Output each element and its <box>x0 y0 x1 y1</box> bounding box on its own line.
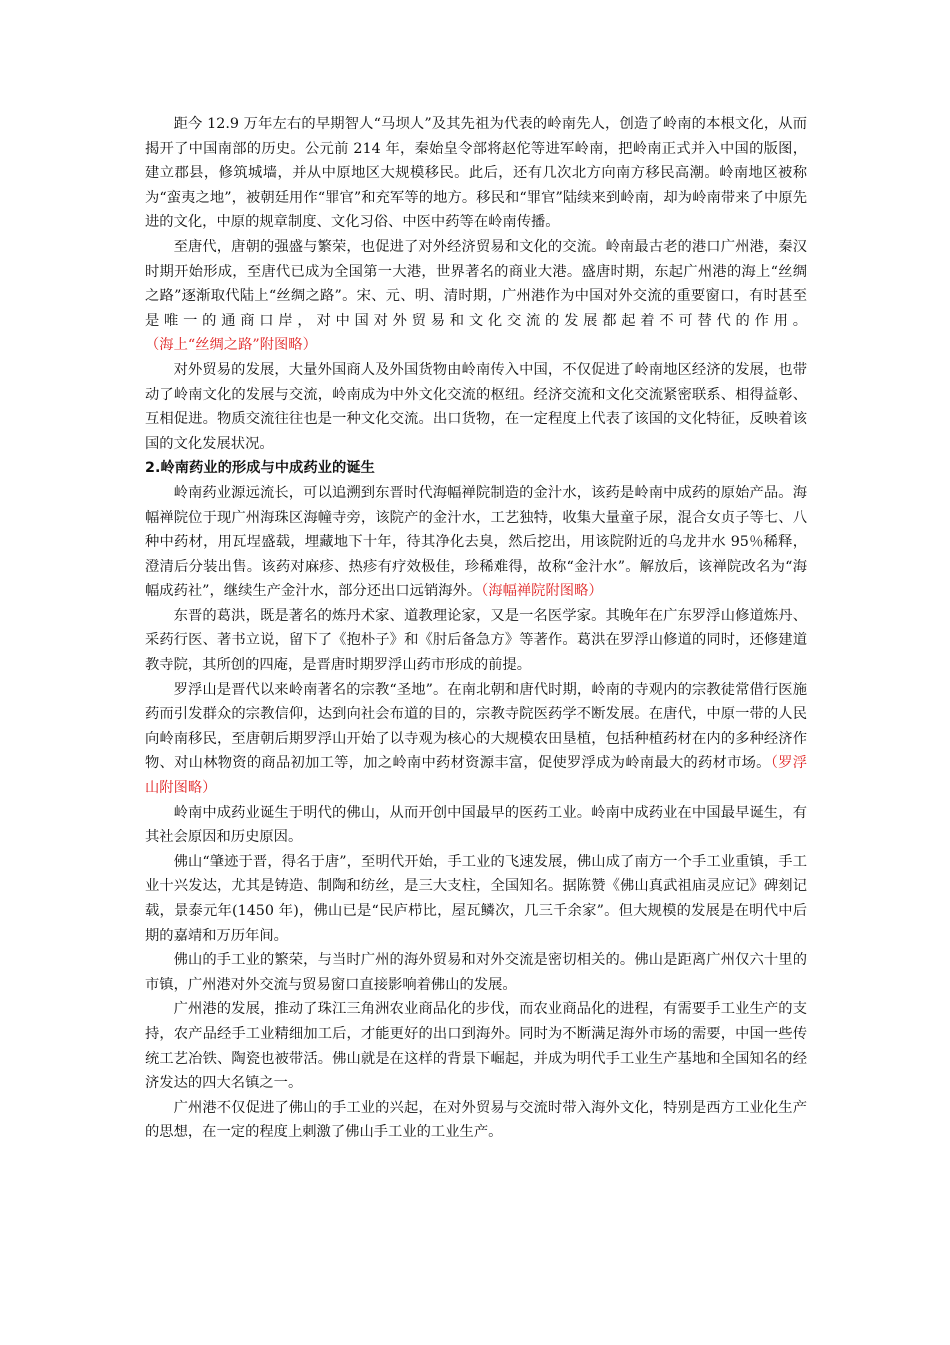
paragraph <box>145 235 807 358</box>
paragraph-text: 广州港的发展，推动了珠江三角洲农业商品化的步伐，而农业商品化的进程，有需要手工业生产的支持，农产品经手工业精细加工后，才能更好的出口到海外。同时为不断满足海外市场的需要，中国一些传统工艺冶铁、陶瓷也被带活。佛山就是在这样的背景下崛起，并成为明代手工业生产基地和全国知名的经济发达的四大名镇之一。 <box>145 1001 807 1092</box>
figure-omitted-note: （罗浮山附图略） <box>145 755 808 797</box>
paragraph <box>145 358 807 456</box>
paragraph <box>145 604 807 678</box>
figure-omitted-note: （海上“丝绸之路”附图略） <box>145 337 317 354</box>
paragraph-text: 佛山“肇迹于晋，得名于唐”，至明代开始，手工业的飞速发展，佛山成了南方一个手工业重镇，手工业十兴发达，尤其是铸造、制陶和纺丝，是三大支柱，全国知名。据陈赞《佛山真武祖庙灵应记》碑刻记载，景泰元年(1450 年)，佛山已是“民庐栉比，屋瓦鳞次，几三千余家”。但大规模的发展是在明代中后期的嘉靖和万历年间。 <box>145 853 807 944</box>
paragraph <box>145 1096 807 1145</box>
paragraph <box>145 678 807 801</box>
paragraph-text: 罗浮山是晋代以来岭南著名的宗教“圣地”。在南北朝和唐代时期，岭南的寺观内的宗教徒常借行医施药而引发群众的宗教信仰，达到向社会布道的目的，宗教寺院医药学不断发展。在唐代，中原一带的人民向岭南移民，至唐朝后期罗浮山开始了以寺观为核心的大规模农田垦植，包括种植药材在内的多种经济作物、对山林物资的商品初加工等，加之岭南中药材资源丰富，促使罗浮成为岭南最大的药材市场。 <box>145 681 807 772</box>
section-heading: 2.岭南药业的形成与中成药业的诞生 <box>145 460 375 477</box>
paragraph-text: 岭南药业源远流长，可以追溯到东晋时代海幅禅院制造的金汁水，该药是岭南中成药的原始产品。海幅禅院位于现广州海珠区海幢寺旁，该院产的金汁水，工艺独特，收集大量童子尿，混合女贞子等七、八种中药材，用瓦埕盛载，埋藏地下十年，待其净化去臭，然后挖出，用该院附近的乌龙井水 95％稀释，澄清后分装出售。该药对麻疹、热疹有疗效极佳，珍稀难得，故称“金汁水”。解放后，该禅院改名为“海幅成药社”，继续生产金汁水，部分还出口远销海外。 <box>145 484 807 600</box>
document-body <box>145 112 807 1145</box>
paragraph <box>145 801 807 850</box>
paragraph <box>145 997 807 1095</box>
paragraph-text: 距今 12.9 万年左右的早期智人“马坝人”及其先祖为代表的岭南先人，创造了岭南的本根文化，从而揭开了中国南部的历史。公元前 214 年，秦始皇令部将赵佗等进军岭南，把岭南正式并入中国的版图，建立郡县，修筑城墙，并从中原地区大规模移民。此后，还有几次北方向南方移民高潮。岭南地区被称为“蛮夷之地”，被朝廷用作“罪官”和充军等的地方。移民和“罪官”陆续来到岭南，却为岭南带来了中原先进的文化，中原的规章制度、文化习俗、中医中药等在岭南传播。 <box>145 116 807 231</box>
paragraph-text: 岭南中成药业诞生于明代的佛山，从而开创中国最早的医药工业。岭南中成药业在中国最早诞生，有其社会原因和历史原因。 <box>145 804 807 846</box>
figure-omitted-note: （海幅禅院附图略） <box>481 583 603 600</box>
paragraph-text: 对外贸易的发展，大量外国商人及外国货物由岭南传入中国，不仅促进了岭南地区经济的发展，也带动了岭南文化的发展与交流，岭南成为中外文化交流的枢纽。经济交流和文化交流紧密联系、相得益彰、互相促进。物质交流往往也是一种文化交流。出口货物，在一定程度上代表了该国的文化特征，反映着该国的文化发展状况。 <box>145 361 807 452</box>
paragraph-text: 广州港不仅促进了佛山的手工业的兴起，在对外贸易与交流时带入海外文化，特别是西方工业化生产的思想，在一定的程度上刺激了佛山手工业的工业生产。 <box>145 1099 807 1141</box>
paragraph-text: 至唐代，唐朝的强盛与繁荣，也促进了对外经济贸易和文化的交流。岭南最古老的港口广州港，秦汉时期开始形成，至唐代已成为全国第一大港，世界著名的商业大港。盛唐时期，东起广州港的海上“丝绸之路”逐渐取代陆上“丝绸之路”。宋、元、明、清时期，广州港作为中国对外交流的重要窗口，有时甚至是唯一的通商口岸，对中国对外贸易和文化交流的发展都起着不可替代的作用。 <box>145 238 807 329</box>
paragraph-text: 东晋的葛洪，既是著名的炼丹术家、道教理论家，又是一名医学家。其晚年在广东罗浮山修道炼丹、采药行医、著书立说，留下了《抱朴子》和《肘后备急方》等著作。葛洪在罗浮山修道的同时，还修建道教寺院，其所创的四庵，是晋唐时期罗浮山药市形成的前提。 <box>145 607 807 674</box>
paragraph <box>145 948 807 997</box>
paragraph <box>145 850 807 948</box>
paragraph <box>145 481 807 604</box>
paragraph <box>145 112 807 235</box>
paragraph-text: 佛山的手工业的繁荣，与当时广州的海外贸易和对外交流是密切相关的。佛山是距离广州仅六十里的市镇，广州港对外交流与贸易窗口直接影响着佛山的发展。 <box>145 952 807 993</box>
